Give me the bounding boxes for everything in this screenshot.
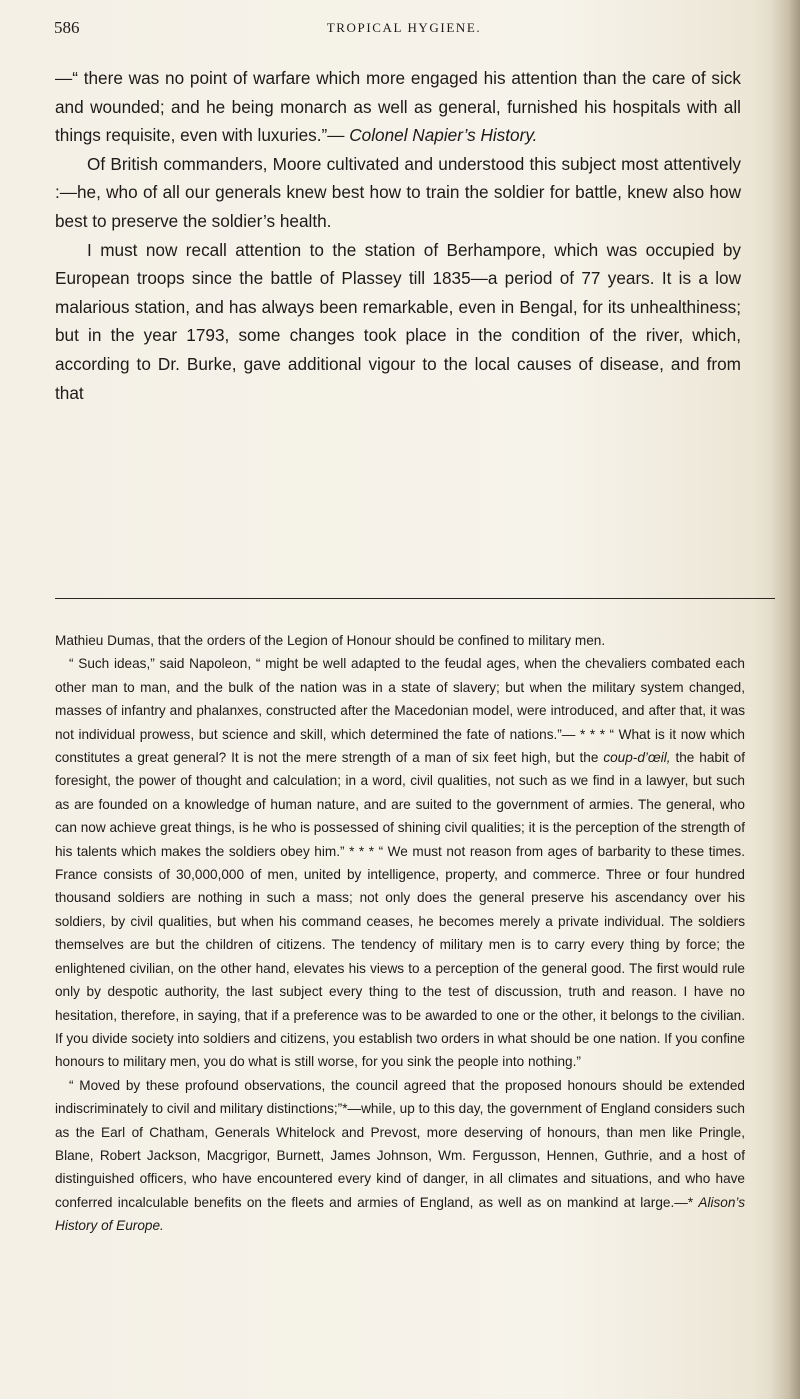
footnote-citation: Alison’s History of Europe. (55, 1194, 745, 1234)
napoleon-quote-part1: “ Such ideas,” said Napoleon, “ might be well adapted to the feudal ages, when the chevaliers combated each other man to man, and the bulk of the nation was in a state of slavery; but when the military system changed, masses of infantry and phalanxes, constructed after the Macedonian model, were introduced, and after that, it was not individual prowess, but science and skill, which determined the fate of nations.”— * * * “ What is it now which constitutes a great general? It is not the mere strength of a man of six feet high, but the (55, 656, 745, 766)
paragraph-berhampore: I must now recall attention to the station of Berhampore, which was occupied by European troops since the battle of Plassey till 1835—a period of 77 years. It is a low malarious station, and has always been remarkable, even in Bengal, for its unhealthiness; but in the year 1793, some changes took place in the condition of the river, which, according to Dr. Burke, gave additional vigour to the local causes of disease, and from that (55, 239, 741, 403)
running-head: TROPICAL HYGIENE. (326, 20, 482, 35)
quote-citation: Colonel Napier’s History. (349, 125, 538, 146)
paragraph-quote (55, 64, 741, 150)
paragraph-moore: Of British commanders, Moore cultivated and understood this subject most attentively :—he, who of all our generals knew best how to train the soldier for battle, knew also how best to preserve the soldier’s health. (55, 153, 741, 231)
council-text: “ Moved by these profound observations, the council agreed that the proposed honours should be extended indiscriminately to civil and military distinctions;”*—while, up to this day, the government of England considers such as the Earl of Chatham, Generals Whitelock and Prevost, more deserving of honours, than men like Pringle, Blane, Robert Jackson, Macgrigor, Burnett, James Johnson, Wm. Fergusson, Hennen, Guthrie, and a host of distinguished officers, who have encountered every kind of danger, in all climates and situations, and who have conferred incalculable benefits on the fleets and armies of England, as well as on mankind at large.—* (55, 1077, 745, 1210)
coup-doeil-term: coup-d’œil, (603, 750, 671, 766)
footnote-para-council (55, 1074, 745, 1238)
quote-text: —“ there was no point of warfare which more engaged his attention than the care of sick and wounded; and he being monarch as well as general, furnished his hospitals with all things requisite, even with luxuries.”— (55, 68, 741, 146)
page-header (54, 18, 754, 40)
footnote-divider (55, 598, 775, 599)
page-edge-shadow (770, 0, 800, 1399)
page-number: 586 (54, 18, 80, 37)
main-text (55, 64, 741, 407)
footnote (55, 629, 745, 1238)
napoleon-quote-part2: the habit of foresight, the power of thought and calculation; in a word, civil qualities, not such as we find in a lawyer, but such as are founded on a knowledge of human nature, and are suited to the government of armies. The general, who can now achieve great things, is he who is possessed of shining civil qualities; it is the perception of the strength of his talents which makes the soldiers obey him.” * * * “ We must not reason from ages of barbarity to these times. France consists of 30,000,000 of men, united by intelligence, property, and commerce. Three or four hundred thousand soldiers are nothing in such a mass; not only does the general preserve his ascendancy over his soldiers, by civil qualities, but when his command ceases, he becomes merely a private individual. The soldiers themselves are but the children of citizens. The tendency of military men is to carry every thing by force; the enlightened civilian, on the other hand, elevates his views to a perception of the general good. The first would rule only by despotic authority, the last subject every thing to the test of discussion, truth and reason. I have no hesitation, therefore, in saying, that if a preference was to be awarded to one or the other, it belongs to the civilian. If you divide society into soldiers and citizens, you establish two orders in what should be one nation. If you confine honours to military men, you do what is still worse, for you sink the people into nothing.” (55, 750, 746, 1070)
footnote-para-dumas: Mathieu Dumas, that the orders of the Legion of Honour should be confined to military men. (55, 633, 606, 648)
footnote-para-napoleon (55, 652, 745, 1073)
